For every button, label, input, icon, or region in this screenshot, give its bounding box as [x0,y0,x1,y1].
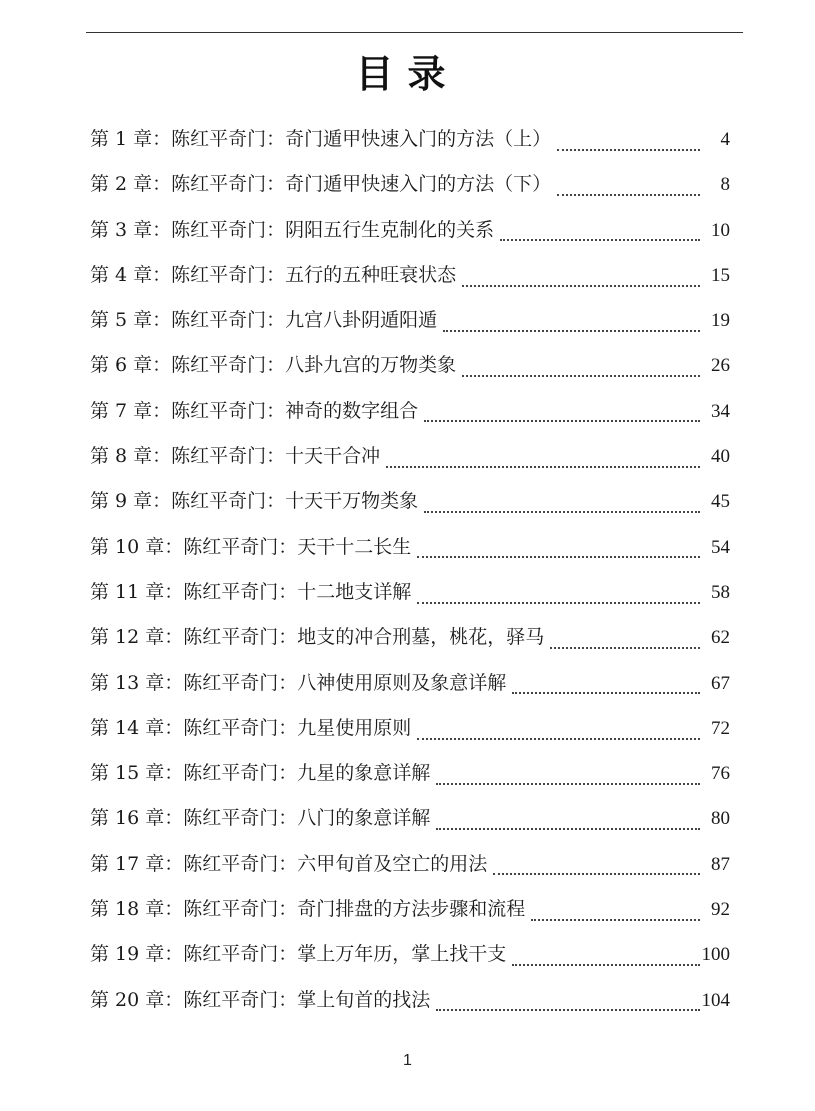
toc-chapter-number: 第 12 章： [90,626,184,649]
toc-dot-leader [462,375,700,377]
toc-entry[interactable] [90,983,730,1028]
toc-entry[interactable] [90,620,730,665]
toc-entry[interactable] [90,756,730,801]
toc-dot-leader [436,1009,699,1011]
toc-chapter-number: 第 20 章： [90,988,184,1011]
toc-chapter-title: 陈红平奇门：九星使用原则 [183,716,412,739]
toc-dot-leader [417,556,700,558]
toc-page-number: 40 [711,446,730,468]
toc-chapter-number: 第 1 章： [90,128,172,150]
toc-chapter-number: 第 17 章： [90,852,184,875]
toc-entry[interactable] [90,847,730,892]
toc-chapter-number: 第 19 章： [90,943,184,966]
toc-page-number: 19 [711,310,730,332]
toc-dot-leader [417,602,700,604]
toc-dot-leader [531,919,700,921]
toc-page-number: 104 [701,989,730,1011]
toc-dot-leader [493,873,700,875]
toc-dot-leader [462,285,700,287]
toc-entry[interactable] [90,484,730,529]
toc-page-number: 34 [711,400,730,422]
toc-dot-leader [443,330,700,332]
toc-chapter-title: 陈红平奇门：十天干万物类象 [171,490,419,513]
toc-page-number: 26 [711,355,730,377]
toc-page-number: 15 [711,264,730,286]
toc-page-number: 45 [711,491,730,513]
toc-dot-leader [417,738,700,740]
toc-chapter-number: 第 9 章： [90,490,172,513]
toc-entry[interactable] [90,394,730,439]
toc-chapter-number: 第 6 章： [90,354,172,377]
toc-entry[interactable] [90,303,730,348]
toc-chapter-title: 陈红平奇门：神奇的数字组合 [171,399,419,422]
toc-dot-leader [512,692,700,694]
toc-entry[interactable] [90,122,730,167]
toc-page-number: 87 [711,853,730,875]
toc-chapter-title: 陈红平奇门：六甲旬首及空亡的用法 [183,852,488,875]
toc-page-number: 76 [711,763,730,785]
toc-entry[interactable] [90,258,730,303]
toc-entry[interactable] [90,439,730,484]
toc-page-number: 8 [720,174,730,196]
table-of-contents [90,122,730,1028]
toc-chapter-title: 陈红平奇门：八卦九宫的万物类象 [171,354,457,377]
toc-page-number: 62 [711,627,730,649]
toc-page-number: 67 [711,672,730,694]
toc-entry[interactable] [90,937,730,982]
toc-chapter-number: 第 11 章： [90,580,184,603]
toc-chapter-number: 第 7 章： [90,399,172,422]
toc-chapter-number: 第 14 章： [90,716,184,739]
toc-dot-leader [436,783,700,785]
toc-chapter-number: 第 10 章： [90,535,184,558]
toc-chapter-number: 第 18 章： [90,898,184,921]
toc-chapter-number: 第 13 章： [90,671,184,694]
toc-chapter-title: 陈红平奇门：九宫八卦阴遁阳遁 [171,309,438,332]
page-title: 目录 [355,51,460,96]
toc-chapter-number: 第 4 章： [90,263,172,286]
toc-entry[interactable] [90,711,730,756]
toc-chapter-number: 第 3 章： [90,218,172,241]
toc-chapter-title: 陈红平奇门：奇门排盘的方法步骤和流程 [183,898,526,921]
toc-page-number: 100 [701,944,730,966]
toc-dot-leader [386,466,700,468]
toc-chapter-title: 陈红平奇门：十天干合冲 [171,445,381,468]
toc-chapter-title: 陈红平奇门：八神使用原则及象意详解 [183,671,507,694]
toc-chapter-number: 第 16 章： [90,807,184,830]
toc-page-number: 58 [711,581,730,603]
toc-chapter-title: 陈红平奇门：八门的象意详解 [183,807,431,830]
toc-page-number: 10 [711,219,730,241]
toc-chapter-number: 第 2 章： [90,173,172,196]
toc-entry[interactable] [90,530,730,575]
toc-entry[interactable] [90,892,730,937]
toc-chapter-title: 陈红平奇门：十二地支详解 [183,580,412,603]
toc-entry[interactable] [90,167,730,212]
toc-dot-leader [557,149,700,151]
toc-page-number: 54 [711,536,730,558]
toc-chapter-title: 陈红平奇门：天干十二长生 [183,535,412,558]
toc-entry[interactable] [90,575,730,620]
toc-chapter-title: 陈红平奇门：奇门遁甲快速入门的方法（下） [171,173,552,196]
toc-chapter-title: 陈红平奇门：九星的象意详解 [183,762,431,785]
toc-dot-leader [436,828,700,830]
toc-chapter-title: 陈红平奇门：掌上万年历，掌上找干支 [183,943,507,966]
toc-dot-leader [557,194,700,196]
page-number: 1 [403,1052,412,1069]
toc-page-number: 92 [711,899,730,921]
toc-dot-leader [512,964,699,966]
toc-entry[interactable] [90,801,730,846]
toc-chapter-title: 陈红平奇门：掌上旬首的找法 [183,988,431,1011]
toc-chapter-title: 陈红平奇门：阴阳五行生克制化的关系 [171,218,495,241]
toc-page-number: 72 [711,717,730,739]
toc-dot-leader [550,647,700,649]
toc-dot-leader [500,239,700,241]
toc-entry[interactable] [90,348,730,393]
toc-chapter-number: 第 5 章： [90,309,172,332]
toc-entry[interactable] [90,213,730,258]
toc-page-number: 80 [711,808,730,830]
toc-chapter-title: 陈红平奇门：奇门遁甲快速入门的方法（上） [171,128,552,150]
toc-chapter-title: 陈红平奇门：地支的冲合刑墓，桃花，驿马 [183,626,545,649]
toc-chapter-title: 陈红平奇门：五行的五种旺衰状态 [171,263,457,286]
header-rule [86,32,743,33]
toc-page-number: 4 [720,129,730,150]
toc-entry[interactable] [90,666,730,711]
toc-chapter-number: 第 8 章： [90,445,172,468]
toc-chapter-number: 第 15 章： [90,762,184,785]
toc-dot-leader [424,420,700,422]
toc-dot-leader [424,511,700,513]
